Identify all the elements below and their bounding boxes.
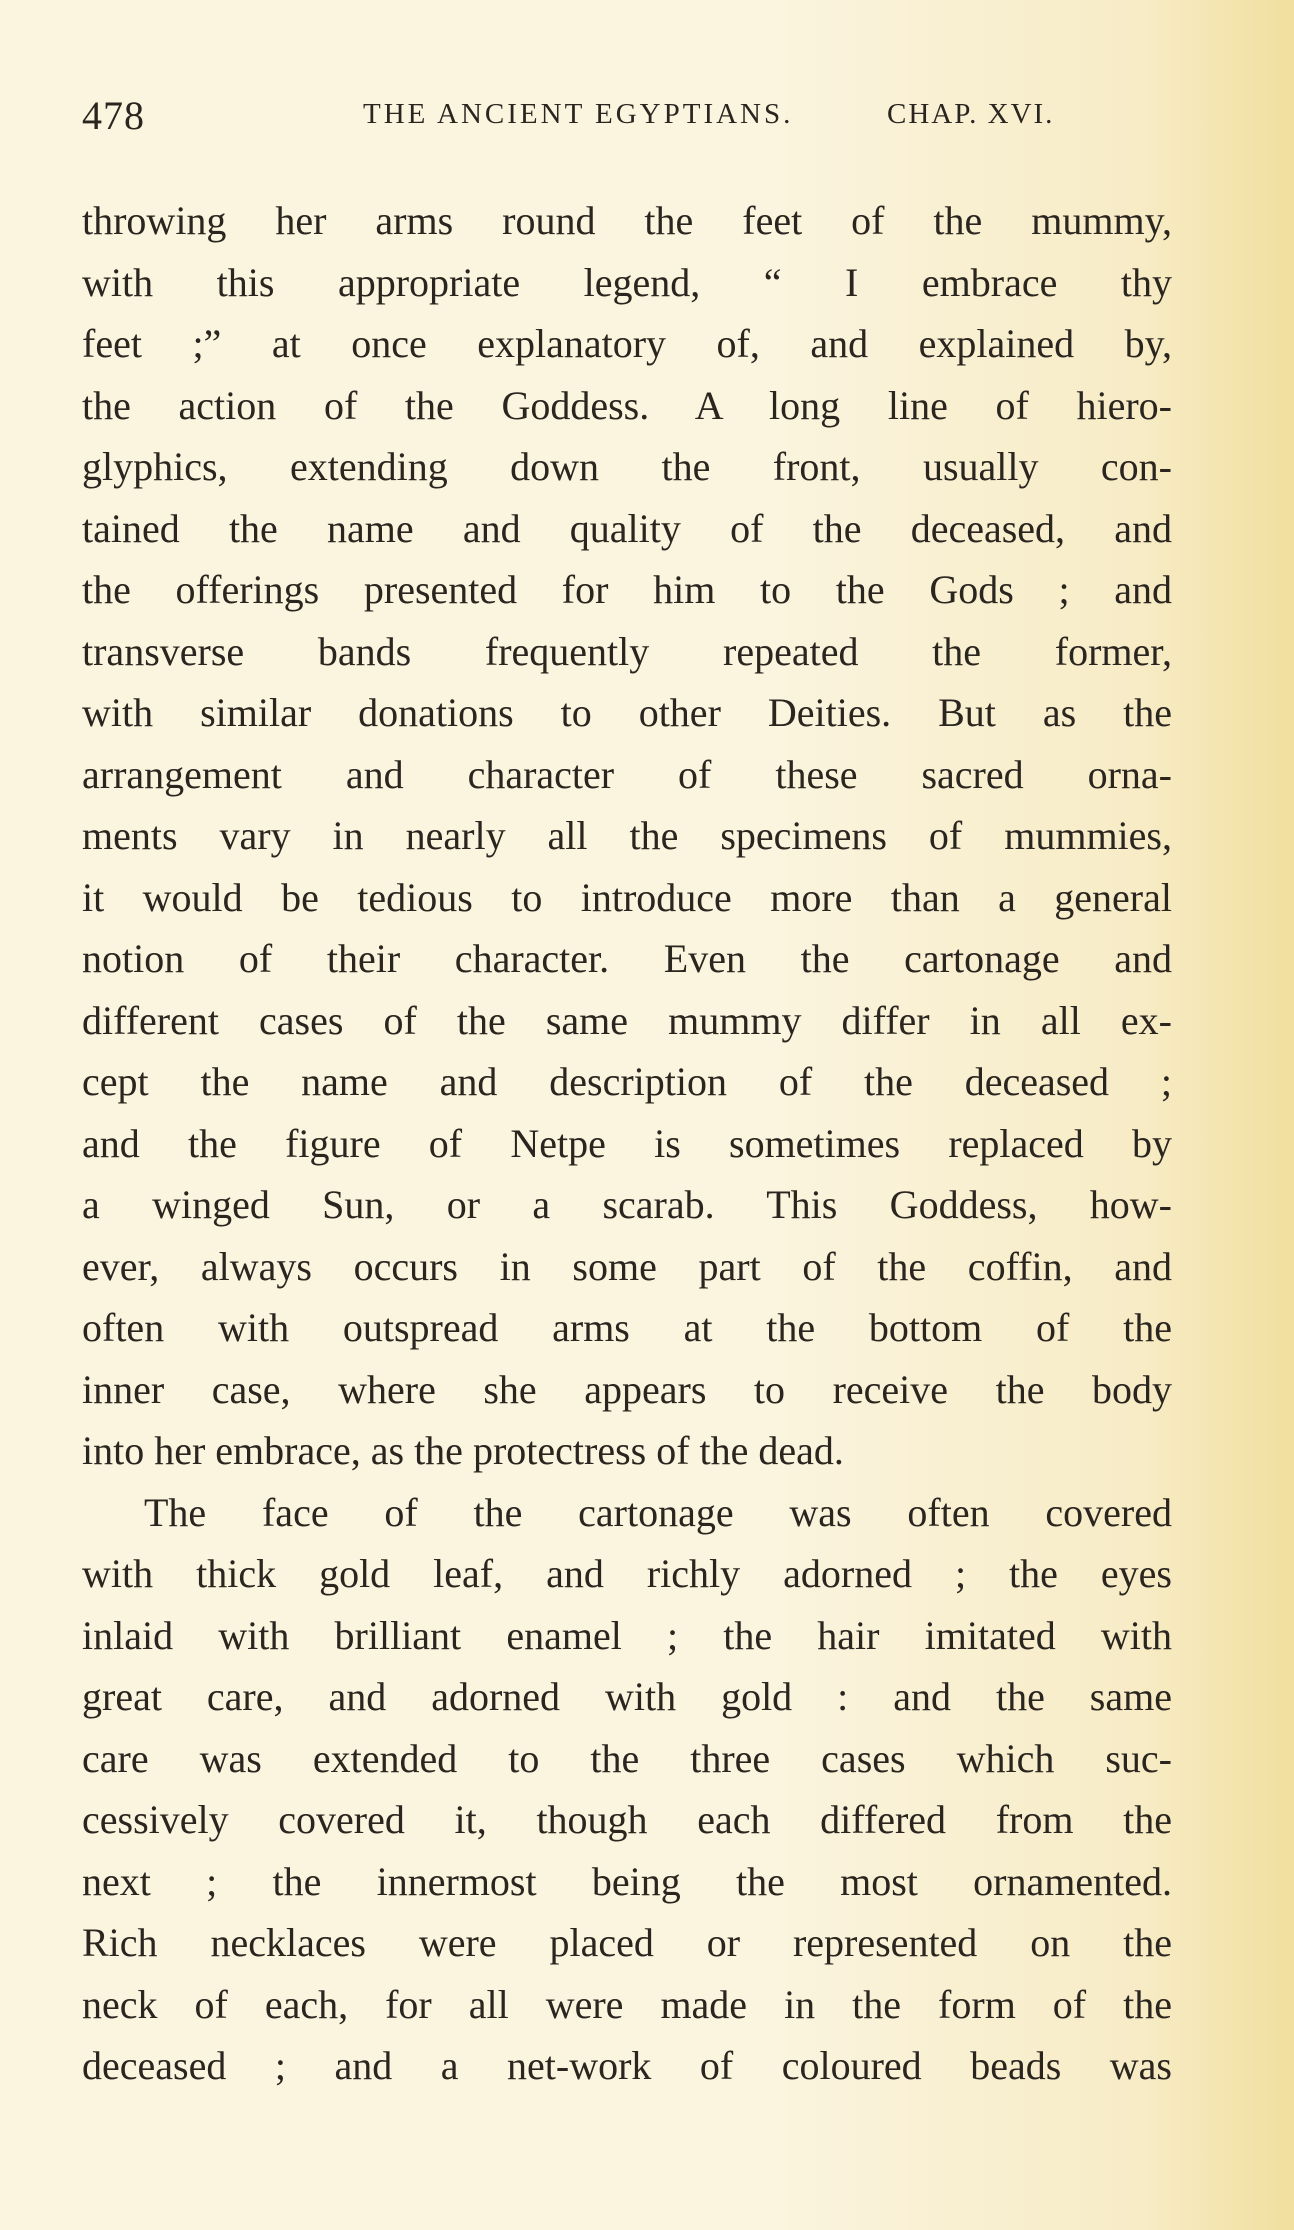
text-line: great care, and adorned with gold : and the same xyxy=(82,1674,1172,1719)
body-text xyxy=(82,190,1172,2097)
text-line: inlaid with brilliant enamel ; the hair imitated with xyxy=(82,1612,1172,1658)
text-line: arrangement and character of these sacred orna- xyxy=(82,751,1172,797)
text-line: transverse bands frequently repeated the former, xyxy=(82,628,1172,674)
text-line: with this appropriate legend, “ I embrace thy xyxy=(82,259,1172,305)
text-line: glyphics, extending down the front, usually con- xyxy=(82,444,1172,489)
text-line: ments vary in nearly all the specimens of mummies, xyxy=(82,813,1172,858)
text-line: Rich necklaces were placed or represented on the xyxy=(82,1920,1172,1965)
text-line: and the figure of Netpe is sometimes replaced by xyxy=(82,1120,1172,1166)
page-number: 478 xyxy=(82,93,145,138)
text-line: cept the name and description of the deceased ; xyxy=(82,1059,1172,1104)
text-line: often with outspread arms at the bottom of the xyxy=(82,1305,1172,1350)
text-line: with similar donations to other Deities. But as the xyxy=(82,690,1172,735)
text-line: ever, always occurs in some part of the coffin, and xyxy=(82,1243,1172,1289)
text-line: next ; the innermost being the most ornamented. xyxy=(82,1858,1172,1904)
text-line: with thick gold leaf, and richly adorned ; the eyes xyxy=(82,1551,1172,1596)
text-line: it would be tedious to introduce more than a general xyxy=(82,874,1172,920)
text-line: throwing her arms round the feet of the mummy, xyxy=(82,198,1172,243)
text-line: inner case, where she appears to receive the body xyxy=(82,1366,1172,1412)
running-title: THE ANCIENT EGYPTIANS. xyxy=(363,98,794,130)
text-line: the action of the Goddess. A long line of hiero- xyxy=(82,382,1172,428)
text-line: a winged Sun, or a scarab. This Goddess, how- xyxy=(82,1182,1172,1227)
text-line: neck of each, for all were made in the form of the xyxy=(82,1981,1172,2027)
text-line: notion of their character. Even the cartonage and xyxy=(82,936,1172,981)
paragraph-start-line: The face of the cartonage was often covered xyxy=(144,1489,1172,1535)
text-line: care was extended to the three cases which suc- xyxy=(82,1735,1172,1781)
text-line: feet ;” at once explanatory of, and explained by, xyxy=(82,321,1172,366)
text-line: deceased ; and a net-work of coloured beads was xyxy=(82,2043,1172,2088)
page-header xyxy=(0,92,1294,152)
chapter-label: CHAP. XVI. xyxy=(887,98,1055,130)
paragraph-end-line: into her embrace, as the protectress of the dead. xyxy=(82,1428,844,1473)
text-line: the offerings presented for him to the Gods ; and xyxy=(82,567,1172,612)
text-line: different cases of the same mummy differ in all ex- xyxy=(82,997,1172,1043)
text-line: cessively covered it, though each differed from the xyxy=(82,1797,1172,1842)
text-line: tained the name and quality of the deceased, and xyxy=(82,505,1172,551)
